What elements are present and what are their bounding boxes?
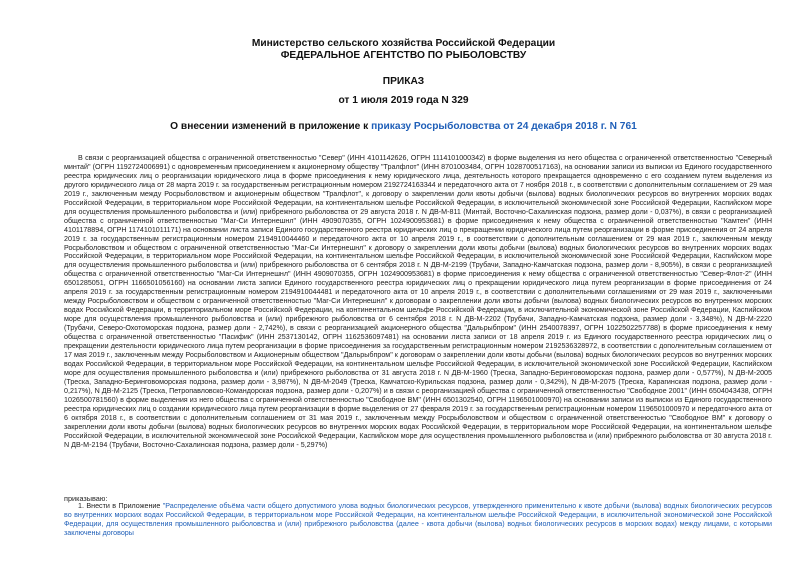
subject-prefix: О внесении изменений в приложение к xyxy=(170,121,372,132)
subject-order-link[interactable]: приказу Росрыболовства от 24 декабря 2018 г. N 761 xyxy=(371,121,637,132)
item-1-prefix: 1. Внести в Приложение xyxy=(78,502,163,510)
orders-word: приказываю: xyxy=(64,494,108,503)
agency-name: ФЕДЕРАЛЬНОЕ АГЕНТСТВО ПО РЫБОЛОВСТВУ xyxy=(280,50,527,61)
order-item-1 xyxy=(64,502,772,538)
document-subject xyxy=(0,121,807,133)
document-type: ПРИКАЗ xyxy=(382,76,425,87)
preamble-paragraph: В связи с реорганизацией общества с ограниченной ответственностью "Север" (ИНН 4101142626, ОГРН 1114101000342) в форме выделения из него общества с ограниченной ответственностью "Северный минтай" (ОГРН 1192724006991) с одновременным присоединением к акционерному обществу "Тралфлот" (ИНН 8701003484, ОГРН 1028700517163), на основании записи из выписки из Единого государственного реестра юридических лиц о реорганизации юридического лица в форме присоединения к нему юридического лица, деятельность которого прекращается одновременно с его созданием путем выделения из другого юридического лица от 28 марта 2019 г. за государственным регистрационным номером 2192724163344 и передаточного акта от 7 ноября 2018 г., в соответствии с дополнительным соглашением от 29 мая 2019 г., заключенным между Росрыболовством и акционерным обществом "Тралфлот", к договору о закреплении доли квоты добычи (вылова) водных биологических ресурсов во внутренних морских водах Российской Федерации, в территориальном море Российской Федерации, на континентальном шельфе Российской Федерации, в исключительной экономической зоне Российской Федерации, Каспийском море для осуществления промышленного рыболовства и (или) прибрежного рыболовства от 29 августа 2018 г. N ДВ-М-811 (Минтай, Восточно-Сахалинская подзона, размер доли - 0,037%), в связи с реорганизацией общества с ограниченной ответственностью "Маг-Си Интернешнл" (ИНН 4909070355, ОГРН 1024900953681) в форме присоединения к нему общества с ограниченной ответственностью "Камтен" (ИНН 4101178894, ОГРН 1174101011171) на основании листа записи Единого государственного реестра юридических лиц о прекращении юридического лица путем реорганизации в форме присоединения от 24 апреля 2019 г. за государственным регистрационным номером 2194910044460 и передаточного акта от 10 апреля 2019 г., в соответствии с дополнительным соглашением от 29 мая 2019 г., заключенным между Росрыболовством и обществом с ограниченной ответственностью "Маг-Си Интернешнл" к договору о закреплении доли квоты добычи (вылова) водных биологических ресурсов во внутренних морских водах Российской Федерации, в территориальном море Российской Федерации, на континентальном шельфе Российской Федерации, в исключительной экономической зоне Российской Федерации, Каспийском море для осуществления промышленного рыболовства и (или) прибрежного рыболовства от 6 сентября 2018 г. N ДВ-М-2199 (Трубачи, Западно-Камчатская подзона, размер доли - 8,905%), в связи с реорганизацией общества с ограниченной ответственностью "Маг-Си Интернешнл" (ИНН 4909070355, ОГРН 1024900953681) в форме присоединения к нему общества с ограниченной ответственностью "Север-Флот-2" (ИНН 6501285051, ОГРН 1166501056160) на основании листа записи Единого государственного реестра юридических лиц о прекращении юридического лица путем реорганизации в форме присоединения от 24 апреля 2019 г. за государственным регистрационным номером 2194910044481 и передаточного акта от 10 апреля 2019 г., в соответствии с дополнительными соглашениями от 29 мая 2019 г., заключенными между Росрыболовством и обществом с ограниченной ответственностью "Маг-Си Интернешнл" к договорам о закреплении доли квоты добычи (вылова) водных биологических ресурсов во внутренних морских водах Российской Федерации, в территориальном море Российской Федерации, на континентальном шельфе Российской Федерации, в исключительной экономической зоне Российской Федерации, Каспийском море для осуществления промышленного рыболовства и (или) прибрежного рыболовства от 6 сентября 2018 г. N ДВ-М-2202 (Трубачи, Западно-Камчатская подзона, размер доли - 3,348%), N ДВ-М-2220 (Трубачи, Северо-Охотоморская подзона, размер доли - 2,742%), в связи с реорганизацией акционерного общества "Дальрыбпром" (ИНН 2540078397, ОГРН 1022502257788) в форме присоединения к нему общества с ограниченной ответственностью "Пасифик" (ИНН 2537130142, ОГРН 1162536097481) на основании листа записи от 18 апреля 2019 г. из Единого государственного реестра юридических лиц о прекращении деятельности юридического лица путем реорганизации в форме присоединения за государственным регистрационным номером 2192536328972, в соответствии с дополнительным соглашением от 17 мая 2019 г., заключенным между Росрыболовством и Акционерным обществом "Дальрыбпром" к договорам о закреплении доли квоты добычи (вылова) водных биологических ресурсов во внутренних морских водах Российской Федерации, в территориальном море Российской Федерации, на континентальном шельфе Российской Федерации, в исключительной экономической зоне Российской Федерации, Каспийском море для осуществления промышленного рыболовства и (или) прибрежного рыболовства от 31 августа 2018 г. N ДВ-М-1960 (Треска, Западно-Беринговоморская подзона, размер доли - 0,577%), N ДВ-М-2005 (Треска, Западно-Беринговоморская подзона, размер доли - 3,987%), N ДВ-М-2049 (Треска, Камчатско-Курильская подзона, размер доли - 0,342%), N ДВ-М-2075 (Треска, Карагинская подзона, размер доли - 0,217%), N ДВ-М-2125 (Треска, Петропавловско-Командорская подзона, размер доли - 0,207%) и в связи с реорганизацией общества с ограниченной ответственностью "Свободное 2001" (ИНН 6504043438, ОГРН 1026500781560) в форме выделения из него общества с ограниченной ответственностью "Свободное ВМ" (ИНН 6501302540, ОГРН 1196501000970) на основании записи из выписки из Единого государственного реестра юридических лиц о создании юридического лица путем реорганизации в форме выделения от 27 февраля 2019 г. за государственным регистрационным номером 1196501000970 и передаточного акта от 6 октября 2018 г., в соответствии с дополнительным соглашением от 31 мая 2019 г., заключенным между Росрыболовством и обществом с ограниченной ответственностью "Свободное ВМ" к договору о закреплении доли квоты добычи (вылова) водных биологических ресурсов во внутренних морских водах Российской Федерации, в территориальном море Российской Федерации, на континентальном шельфе Российской Федерации, в исключительной экономической зоне Российской Федерации, Каспийском море для осуществления промышленного рыболовства и (или) прибрежного рыболовства от 30 августа 2018 г. N ДВ-М-2194 (Трубачи, Восточно-Сахалинская подзона, размер доли - 5,297%) xyxy=(64,154,772,449)
document-date: от 1 июля 2019 года N 329 xyxy=(338,95,469,106)
ministry-name: Министерство сельского хозяйства Российской Федерации xyxy=(251,38,556,49)
appendix-link[interactable]: "Распределение объёма части общего допустимого улова водных биологических ресурсов, утвержденного применительно к квоте добычи (вылова) водных биологических ресурсов во внутренних морских водах Российской Федерации, в территориальном море Российской Федерации, на континентальном шельфе Российской Федерации, в исключительной экономической зоне Российской Федерации, для осуществления промышленного рыболовства и (или) прибрежного рыболовства (далее - квота добычи (вылова) водных биологических ресурсов в морских водах) между лицами, с которыми заключены договоры xyxy=(64,502,772,537)
